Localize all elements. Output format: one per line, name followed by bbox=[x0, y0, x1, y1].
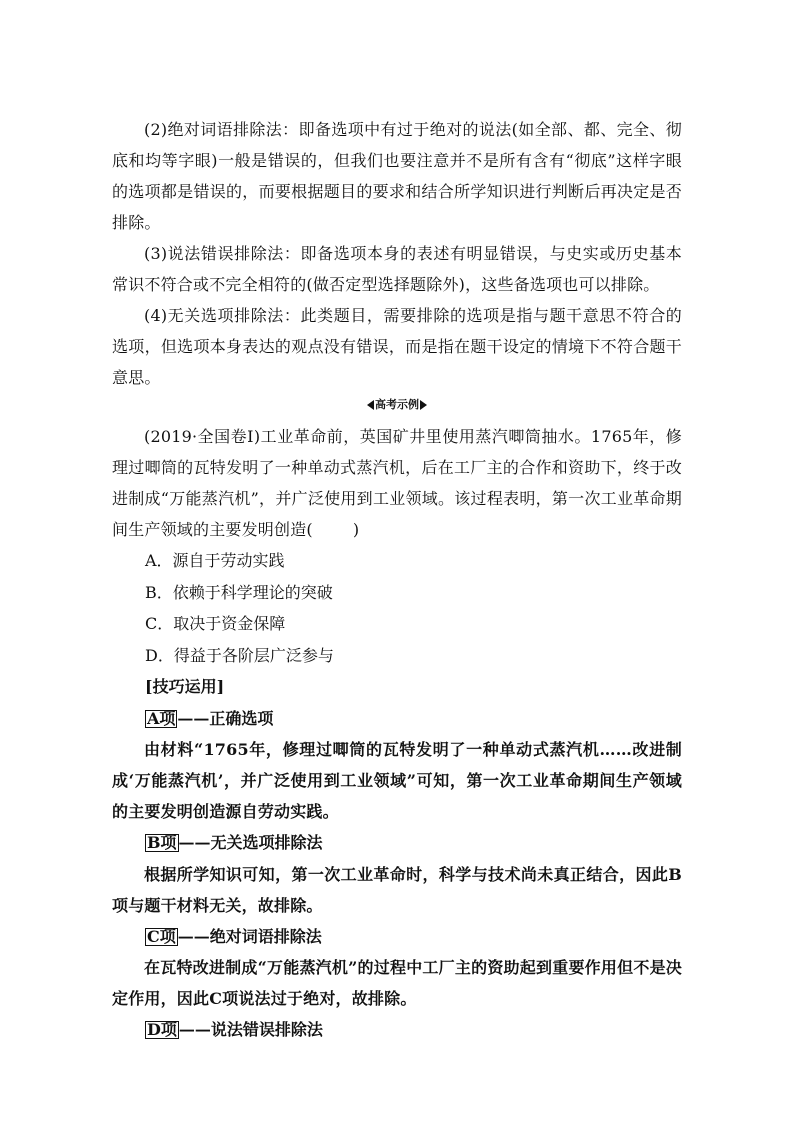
example-question bbox=[112, 421, 682, 545]
question-text: (2019·全国卷Ⅰ)工业革命前，英国矿井里使用蒸汽唧筒抽水。1765年，修理过唧筒的瓦特发明了一种单动式蒸汽机，后在工厂主的合作和资助下，终于改进制成“万能蒸汽机”，并广泛使用到工业领域。该过程表明，第一次工业革命期间生产领域的主要发明创造( bbox=[112, 427, 682, 539]
skill-a-body: 由材料“1765年，修理过唧筒的瓦特发明了一种单动式蒸汽机……改进制成‘万能蒸汽机’，并广泛使用到工业领域”可知，第一次工业革命期间生产领域的主要发明创造源自劳动实践。 bbox=[112, 740, 682, 821]
option-a: A．源自于劳动实践 bbox=[145, 551, 285, 570]
option-c: C．取决于资金保障 bbox=[145, 614, 286, 633]
skill-d-title: ——说法错误排除法 bbox=[178, 1020, 323, 1039]
left-triangle-icon bbox=[367, 400, 374, 410]
question-close: ) bbox=[352, 520, 360, 539]
method-paragraph-4: (4)无关选项排除法：此类题目，需要排除的选项是指与题干意思不符合的选项，但选项本身表达的观点没有错误，而是指在题干设定的情境下不符合题干意思。 bbox=[112, 306, 682, 387]
method-paragraph-2: (2)绝对词语排除法：即备选项中有过于绝对的说法(如全部、都、完全、彻底和均等字眼)一般是错误的，但我们也要注意并不是所有含有“彻底”这样字眼的选项都是错误的，而要根据题目的要求和结合所学知识进行判断后再决定是否排除。 bbox=[112, 120, 682, 232]
skill-c-heading bbox=[112, 921, 682, 953]
skill-a-title: ——正确选项 bbox=[177, 708, 274, 728]
method-paragraph-3: (3)说法错误排除法：即备选项本身的表述有明显错误，与史实或历史基本常识不符合或不完全相符的(做否定型选择题除外)，这些备选项也可以排除。 bbox=[112, 244, 682, 294]
skill-c-body: 在瓦特改进制成“万能蒸汽机”的过程中工厂主的资助起到重要作用但不是决定作用，因此C项说法过于绝对，故排除。 bbox=[112, 958, 682, 1008]
right-triangle-icon bbox=[420, 400, 427, 410]
skills-heading: [技巧运用] bbox=[145, 677, 225, 696]
skill-d-label: D项 bbox=[147, 1020, 177, 1039]
example-header-label: 高考示例 bbox=[375, 398, 419, 411]
skill-d-heading bbox=[112, 1014, 682, 1046]
skill-c-title: ——绝对词语排除法 bbox=[177, 926, 322, 946]
skill-b-title: ——无关选项排除法 bbox=[178, 833, 323, 852]
option-b: B．依赖于科学理论的突破 bbox=[145, 582, 333, 602]
skill-b-body: 根据所学知识可知，第一次工业革命时，科学与技术尚未真正结合，因此B项与题干材料无关，故排除。 bbox=[112, 864, 682, 915]
skill-b-heading bbox=[112, 827, 682, 859]
document-page bbox=[112, 114, 682, 1046]
skill-c-label: C项 bbox=[147, 926, 176, 946]
skill-a-heading bbox=[112, 703, 682, 735]
skill-b-label: B项 bbox=[147, 833, 177, 852]
example-section-header bbox=[112, 397, 682, 413]
skill-a-label: A项 bbox=[147, 708, 176, 728]
option-d: D．得益于各阶层广泛参与 bbox=[145, 645, 334, 665]
